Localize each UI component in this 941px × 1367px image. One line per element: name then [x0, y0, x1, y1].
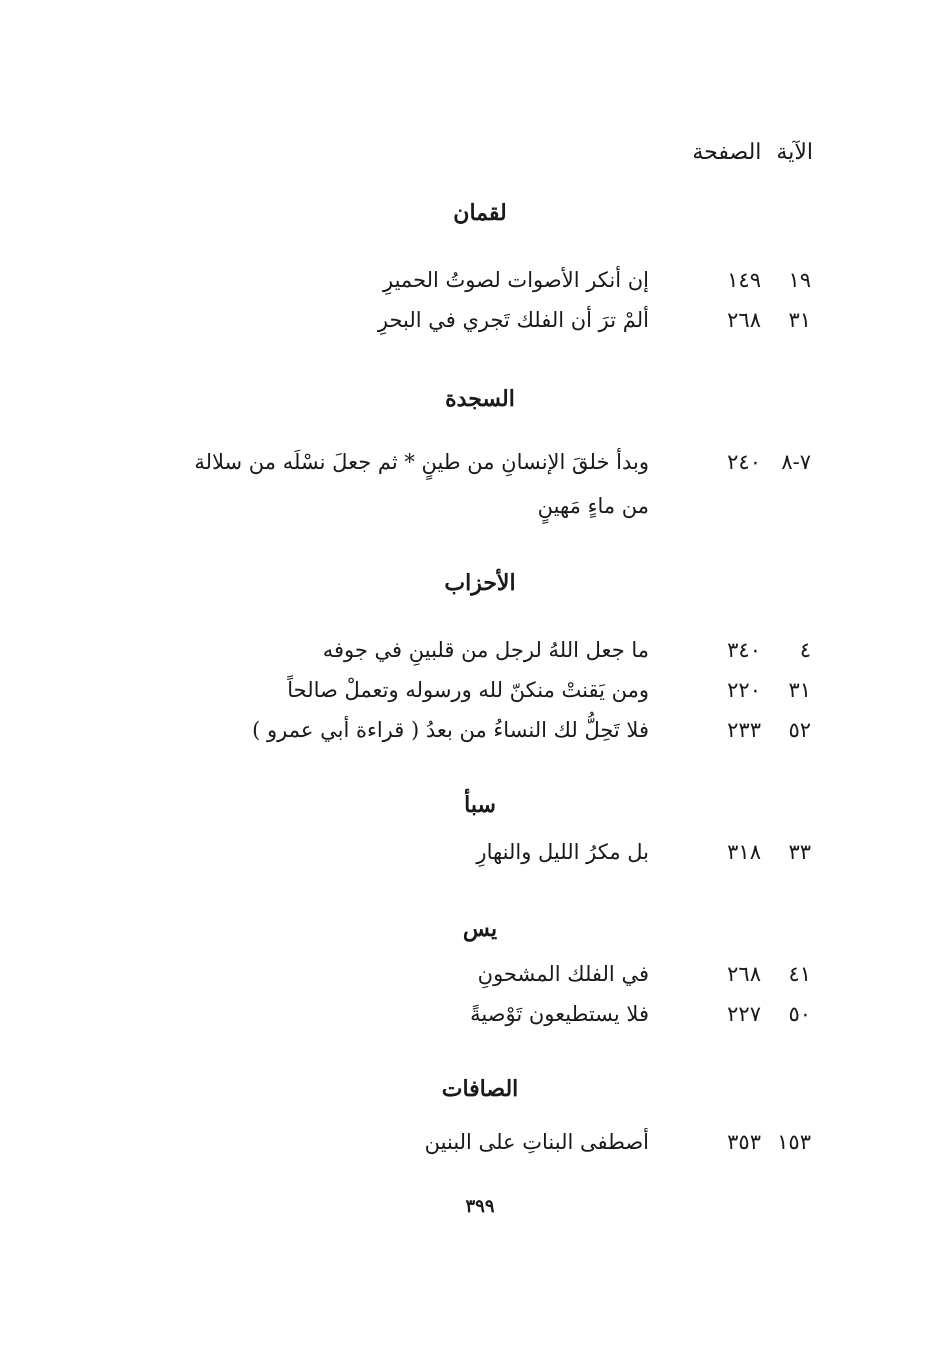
header-ayah-label: الآية: [776, 140, 813, 165]
verse-text: ما جعل اللهُ لرجل من قلبينِ في جوفه: [322, 638, 649, 662]
page-ref: ٢٦٨: [727, 308, 761, 332]
index-row: [0, 268, 941, 304]
ayah-number: ٤: [799, 638, 811, 662]
verse-text: في الفلك المشحونِ: [477, 962, 649, 986]
ayah-number: ١٩: [788, 268, 811, 292]
index-row: [0, 1002, 941, 1038]
column-header: [684, 140, 813, 165]
verse-text: فلا تَحِلُّ لك النساءُ من بعدُ ( قراءة أبي عمرو ): [252, 718, 649, 742]
verse-text: بل مكرُ الليل والنهارِ: [476, 840, 649, 864]
ayah-number: ٥٠: [788, 1002, 811, 1026]
surah-title-yasin: يس: [462, 916, 498, 942]
index-row: [0, 718, 941, 754]
index-row: [0, 678, 941, 714]
verse-continuation: من ماءٍ مَهينٍ: [537, 494, 649, 518]
ayah-number: ١٥٣: [777, 1130, 811, 1154]
page-ref: ٢٦٨: [727, 962, 761, 986]
ayah-number: ٧-٨: [781, 450, 811, 474]
surah-title-ahzab: الأحزاب: [444, 570, 516, 596]
surah-title-luqman: لقمان: [453, 200, 507, 226]
index-row: [0, 1130, 941, 1166]
verse-text: فلا يستطيعون تَوْصيةً: [470, 1002, 649, 1026]
index-row: [0, 840, 941, 876]
index-row: [0, 450, 941, 486]
surah-title-saffat: الصافات: [441, 1076, 519, 1102]
ayah-number: ٥٢: [788, 718, 811, 742]
index-row: [0, 638, 941, 674]
verse-text: إن أنكر الأصوات لصوتُ الحميرِ: [383, 268, 649, 292]
verse-text: وبدأ خلقَ الإنسانِ من طينٍ * ثم جعلَ نسْلَه من سلالة: [194, 450, 649, 474]
page-number: ٣٩٩: [465, 1196, 495, 1217]
ayah-number: ٣١: [788, 308, 811, 332]
index-row: [0, 308, 941, 344]
page-ref: ١٤٩: [727, 268, 761, 292]
ayah-number: ٣١: [788, 678, 811, 702]
page-ref: ٢٢٠: [727, 678, 761, 702]
verse-text: ألمْ ترَ أن الفلك تَجري في البحرِ: [377, 308, 649, 332]
page-ref: ٣١٨: [727, 840, 761, 864]
page-ref: ٢٣٣: [727, 718, 761, 742]
ayah-number: ٣٣: [788, 840, 811, 864]
page-ref: ٢٢٧: [727, 1002, 761, 1026]
verse-text: ومن يَقنتْ منكنّ لله ورسوله وتعملْ صالحاً: [287, 678, 649, 702]
page-ref: ٣٤٠: [727, 638, 761, 662]
page-ref: ٢٤٠: [727, 450, 761, 474]
page-ref: ٣٥٣: [727, 1130, 761, 1154]
surah-title-sajda: السجدة: [445, 386, 515, 412]
surah-title-saba: سبأ: [464, 792, 496, 818]
ayah-number: ٤١: [788, 962, 811, 986]
header-page-label: الصفحة: [692, 140, 762, 165]
index-row: [0, 962, 941, 998]
verse-text: أصطفى البناتِ على البنين: [424, 1130, 649, 1154]
